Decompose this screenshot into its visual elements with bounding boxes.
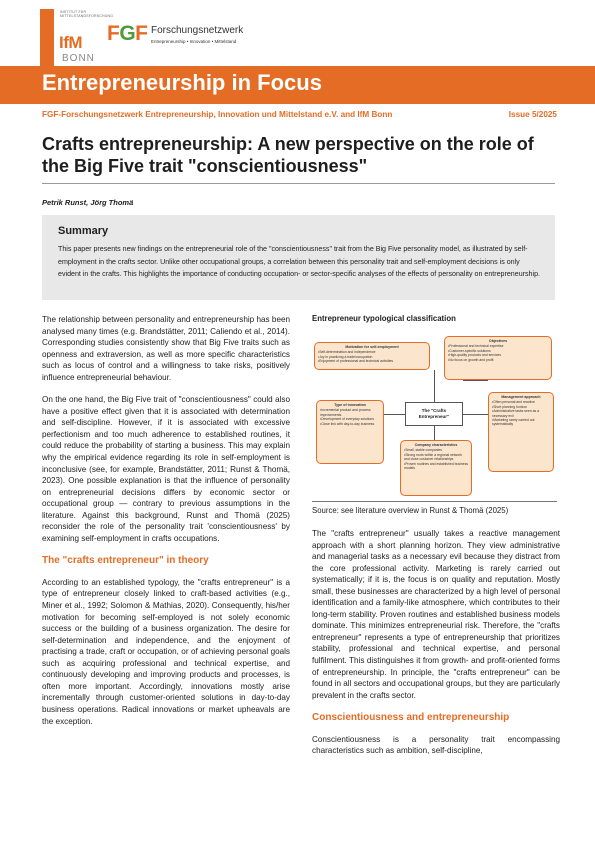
article-authors: Petrik Runst, Jörg Thomä [42,198,134,207]
ifm-logo [40,9,114,69]
left-column [42,314,290,738]
objectives-item: • Customer-specific solutions [448,349,548,353]
figure-source: Source: see literature overview in Runst & Thomä (2025) [312,506,509,515]
management-item: • Administrative tasks seen as a necessary evil [492,409,550,418]
objectives-heading: Objectives [488,339,508,343]
summary-box [42,215,555,300]
paragraph: The "crafts entrepreneur" usually takes a reactive management approach with a short planning horizon. They view administrative and managerial tasks as a necessary evil because they distract from the core professional activity. Marketing is rarely carried out systematically; if it is, the focus is on quality and reputation. Mostly small, these businesses are characterized by a high level of personal identification and a family-like atmosphere, which contributes to their long-term stability. Proven routines and established business models dominate. This minimizes entrepreneurial risk. Therefore, the "crafts entrepreneur" represents a type of entrepreneurship that prioritizes stability, professional and technical expertise, and personal fulfilment. This distinguishes it from growth- and profit-oriented forms of entrepreneurship. In principle, the "crafts entrepreneur" can be found in all sectors and occupational groups, but they are particularly prevalent in the crafts sector. [312,529,560,700]
innovation-item: • Development of everyday solutions [320,417,380,421]
title-divider [42,183,555,184]
right-column [312,528,560,768]
objectives-box [444,336,552,380]
connector-line [463,380,488,381]
section-heading: The "crafts entrepreneur" in theory [42,555,209,567]
paragraph: On the one hand, the Big Five trait of "conscientiousness" could also have a positive effect given that it is associated with determination and self-discipline. However, if it is associated with excessive perfectionism and too much adherence to established routines, it could reduce the probability of starting a business. This may explain why the empirical evidence regarding its role in self-employment is inconclusive (see, for example, Brandstätter, 2011; Runst & Thomä, 2023). One possible explanation is that the influence of personality on entrepreneurial decisions differs by economic sector or occupational group — contrary to previous assumptions in the literature. Against this background, Runst and Thomä (2025) reconsider the role of the personality trait 'conscientiousness' by examining self-employment in crafts occupations. [42,395,290,543]
fgf-logo [107,22,257,54]
motivation-heading: Motivation for self-employment [345,345,399,349]
paragraph: Conscientiousness is a personality trait encompassing characteristics such as ambition, self-discipline, [312,734,560,756]
motivation-item: • Joy in practicing a trade/occupation [318,355,426,359]
figure-title: Entrepreneur typological classification [312,314,456,323]
characteristics-item: • Small, stable companies [404,448,468,452]
section-heading: Conscientiousness and entrepreneurship [312,712,510,724]
fgf-logo-name: Forschungsnetzwerk [151,25,244,36]
ifm-logo-tagline: INSTITUT FÜR MITTELSTANDSFORSCHUNG [60,10,114,18]
connector-line [434,426,435,440]
connector-line [434,370,435,402]
fgf-logo-wordmark: FGF [107,22,148,45]
motivation-box [314,342,430,370]
characteristics-item: • Proven routines and established business models [404,462,468,471]
banner-title: Entrepreneurship in Focus [42,70,322,95]
motivation-item: • Enjoyment of professional and technical activities [318,359,426,363]
publisher-name: FGF-Forschungsnetzwerk Entrepreneurship, Innovation und Mittelstand e.V. and IfM Bonn [42,110,393,119]
characteristics-item: • Strong roots within a regional network and close customer relationships [404,453,468,462]
fgf-logo-tagline: Entrepreneurship • Innovation • Mittelstand [151,39,237,44]
publication-banner [0,66,595,104]
figure-divider [312,501,557,502]
summary-heading: Summary [58,225,109,237]
motivation-item: • Self-determination and independence [318,350,426,354]
management-item: • Marketing rarely carried out systematically [492,418,550,427]
characteristics-heading: Company characteristics [414,443,458,447]
innovation-box [316,400,384,464]
innovation-item: • Close link with day-to-day business [320,422,380,426]
innovation-heading: Type of innovation [334,403,366,407]
center-node: The "Crafts Entrepreneur" [405,402,463,426]
issue-number: Issue 5/2025 [508,110,557,119]
management-item: • Short planning horizon [492,405,550,409]
management-item: • Often personal and reactive [492,400,550,404]
innovation-item: • Incremental product and process improvements [320,408,380,417]
typology-diagram [312,330,557,497]
paragraph: The relationship between personality and entrepreneurship has been analysed many times (e.g. Brandstätter, 2011; Caliendo et al., 2014). Corresponding studies consistently show that Big Five traits such as openness and extraversion, as well as more specific characteristics such as locus of control and a willingness to take risks, positively influence entrepreneurial behaviour. [42,315,290,382]
objectives-item: • Professional and technical expertise [448,344,548,348]
objectives-item: • No focus on growth and profit [448,358,548,362]
ifm-logo-wordmark: IfM [59,33,83,52]
management-box [488,392,554,472]
connector-line [384,414,405,415]
ifm-logo-city: BONN [62,53,95,64]
objectives-item: • High-quality products and services [448,353,548,357]
article-title: Crafts entrepreneurship: A new perspective on the role of the Big Five trait "conscientiousness" [42,134,534,176]
summary-text: This paper presents new findings on the entrepreneurial role of the "conscientiousness" trait from the Big Five personality model, as illustrated by self-employment in the crafts sector. Unlike other occupational groups, a correlation between this personality trait and self-employment decisions is only evident in the crafts. This highlights the importance of conducting occupation- or sector-specific analyses of the effects of personality on entrepreneurship. [58,245,540,278]
ifm-logo-stripe [40,9,54,69]
publisher-line [42,110,557,119]
management-heading: Management approach [501,395,541,399]
characteristics-box [400,440,472,496]
paragraph: According to an established typology, the "crafts entrepreneur" is a type of entrepreneur closely linked to craft-based activities (e.g., Miner et al., 1992; Solomon & Mathias, 2020). Consequently, his/her motivation for becoming self-employed is not solely economic success or the building of a business organization. The desire for self-determination and independence, and the enjoyment of practising a trade, craft or occupation, or of achieving personal goals such as acquiring professional and technical expertise, and continuously developing and improving products and processes, is often more important. Accordingly, innovations mostly arise incrementally through customer-oriented solutions in day-to-day business operations. Radical innovations or market upheavals are the exception. [42,577,290,726]
